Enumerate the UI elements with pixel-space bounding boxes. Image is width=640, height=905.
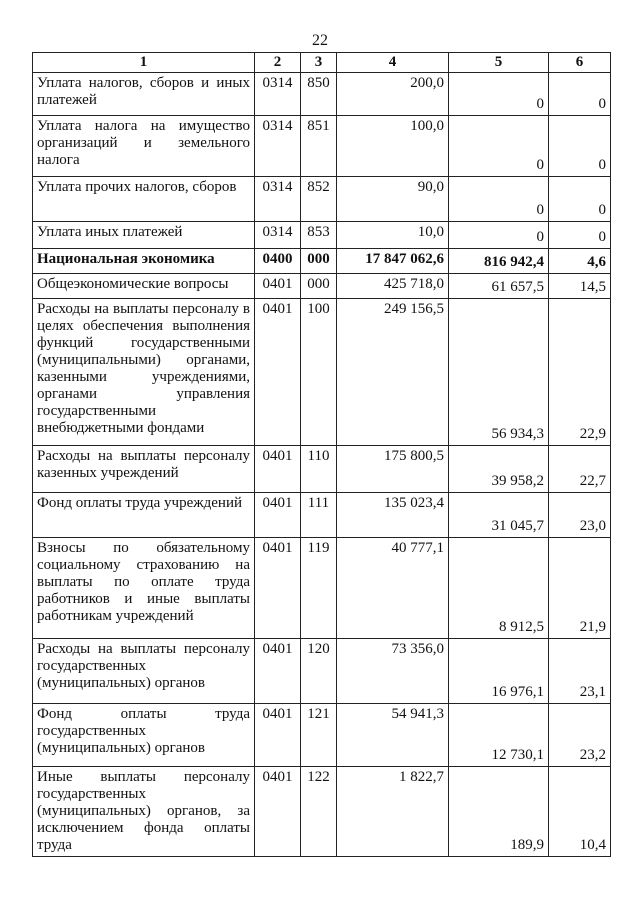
plan-cell: 175 800,5 (337, 446, 449, 493)
table-row (33, 73, 611, 116)
table-row (33, 274, 611, 299)
row-name-cell: Уплата прочих налогов, сборов (33, 177, 255, 222)
section-code-cell: 0401 (255, 538, 301, 639)
table-row (33, 222, 611, 249)
section-code-cell: 0314 (255, 222, 301, 249)
row-name-cell: Общеэкономические вопросы (33, 274, 255, 299)
expense-type-cell: 119 (301, 538, 337, 639)
row-name-cell: Уплата иных платежей (33, 222, 255, 249)
table-row (33, 249, 611, 274)
section-code-cell: 0314 (255, 116, 301, 177)
expense-type-cell: 100 (301, 299, 337, 446)
section-code-cell: 0314 (255, 73, 301, 116)
plan-cell: 425 718,0 (337, 274, 449, 299)
section-code-cell: 0401 (255, 446, 301, 493)
table-row (33, 446, 611, 493)
section-code-cell: 0400 (255, 249, 301, 274)
executed-cell: 31 045,7 (449, 493, 549, 538)
page-number: 22 (312, 32, 328, 49)
table-row (33, 116, 611, 177)
column-header: 6 (549, 53, 611, 73)
expense-type-cell: 110 (301, 446, 337, 493)
table-row (33, 177, 611, 222)
executed-cell: 0 (449, 222, 549, 249)
expense-type-cell: 853 (301, 222, 337, 249)
expense-type-cell: 851 (301, 116, 337, 177)
plan-cell: 40 777,1 (337, 538, 449, 639)
row-name-cell: Уплата налогов, сборов и иных платежей (33, 73, 255, 116)
executed-cell: 0 (449, 177, 549, 222)
plan-cell: 249 156,5 (337, 299, 449, 446)
section-code-cell: 0314 (255, 177, 301, 222)
plan-cell: 200,0 (337, 73, 449, 116)
executed-cell: 56 934,3 (449, 299, 549, 446)
section-code-cell: 0401 (255, 274, 301, 299)
percent-cell: 23,1 (549, 639, 611, 704)
executed-cell: 61 657,5 (449, 274, 549, 299)
percent-cell: 14,5 (549, 274, 611, 299)
plan-cell: 135 023,4 (337, 493, 449, 538)
table-row (33, 639, 611, 704)
budget-table (32, 52, 611, 857)
plan-cell: 90,0 (337, 177, 449, 222)
percent-cell: 10,4 (549, 767, 611, 857)
percent-cell: 23,0 (549, 493, 611, 538)
expense-type-cell: 000 (301, 274, 337, 299)
row-name-cell: Уплата налога на имущество организаций и земельного налога (33, 116, 255, 177)
row-name-cell: Фонд оплаты труда государственных (муниципальных) органов (33, 704, 255, 767)
percent-cell: 22,7 (549, 446, 611, 493)
column-header: 1 (33, 53, 255, 73)
section-code-cell: 0401 (255, 299, 301, 446)
percent-cell: 0 (549, 116, 611, 177)
table-row (33, 704, 611, 767)
column-header: 2 (255, 53, 301, 73)
row-name-cell: Расходы на выплаты персоналу казенных учреждений (33, 446, 255, 493)
plan-cell: 1 822,7 (337, 767, 449, 857)
plan-cell: 73 356,0 (337, 639, 449, 704)
row-name-cell: Расходы на выплаты персоналу в целях обеспечения выполнения функций государственными (муниципальными) органами, казенными учреждениями, органами управления государственными внебюджетными фондами (33, 299, 255, 446)
executed-cell: 12 730,1 (449, 704, 549, 767)
expense-type-cell: 121 (301, 704, 337, 767)
column-header: 3 (301, 53, 337, 73)
executed-cell: 0 (449, 73, 549, 116)
executed-cell: 8 912,5 (449, 538, 549, 639)
section-code-cell: 0401 (255, 767, 301, 857)
expense-type-cell: 122 (301, 767, 337, 857)
percent-cell: 0 (549, 222, 611, 249)
expense-type-cell: 000 (301, 249, 337, 274)
expense-type-cell: 120 (301, 639, 337, 704)
percent-cell: 0 (549, 177, 611, 222)
plan-cell: 100,0 (337, 116, 449, 177)
percent-cell: 22,9 (549, 299, 611, 446)
executed-cell: 189,9 (449, 767, 549, 857)
executed-cell: 0 (449, 116, 549, 177)
section-code-cell: 0401 (255, 639, 301, 704)
executed-cell: 39 958,2 (449, 446, 549, 493)
row-name-cell: Фонд оплаты труда учреждений (33, 493, 255, 538)
expense-type-cell: 111 (301, 493, 337, 538)
expense-type-cell: 850 (301, 73, 337, 116)
row-name-cell: Взносы по обязательному социальному страхованию на выплаты по оплате труда работников и иные выплаты работникам учреждений (33, 538, 255, 639)
column-header: 4 (337, 53, 449, 73)
row-name-cell: Национальная экономика (33, 249, 255, 274)
table-row (33, 299, 611, 446)
plan-cell: 54 941,3 (337, 704, 449, 767)
table-row (33, 538, 611, 639)
row-name-cell: Иные выплаты персоналу государственных (муниципальных) органов, за исключением фонда оплаты труда (33, 767, 255, 857)
expense-type-cell: 852 (301, 177, 337, 222)
table-row (33, 767, 611, 857)
percent-cell: 23,2 (549, 704, 611, 767)
percent-cell: 0 (549, 73, 611, 116)
section-code-cell: 0401 (255, 493, 301, 538)
percent-cell: 21,9 (549, 538, 611, 639)
section-code-cell: 0401 (255, 704, 301, 767)
row-name-cell: Расходы на выплаты персоналу государственных (муниципальных) органов (33, 639, 255, 704)
plan-cell: 10,0 (337, 222, 449, 249)
table-row (33, 493, 611, 538)
header-row (33, 53, 611, 73)
plan-cell: 17 847 062,6 (337, 249, 449, 274)
executed-cell: 16 976,1 (449, 639, 549, 704)
percent-cell: 4,6 (549, 249, 611, 274)
executed-cell: 816 942,4 (449, 249, 549, 274)
column-header: 5 (449, 53, 549, 73)
